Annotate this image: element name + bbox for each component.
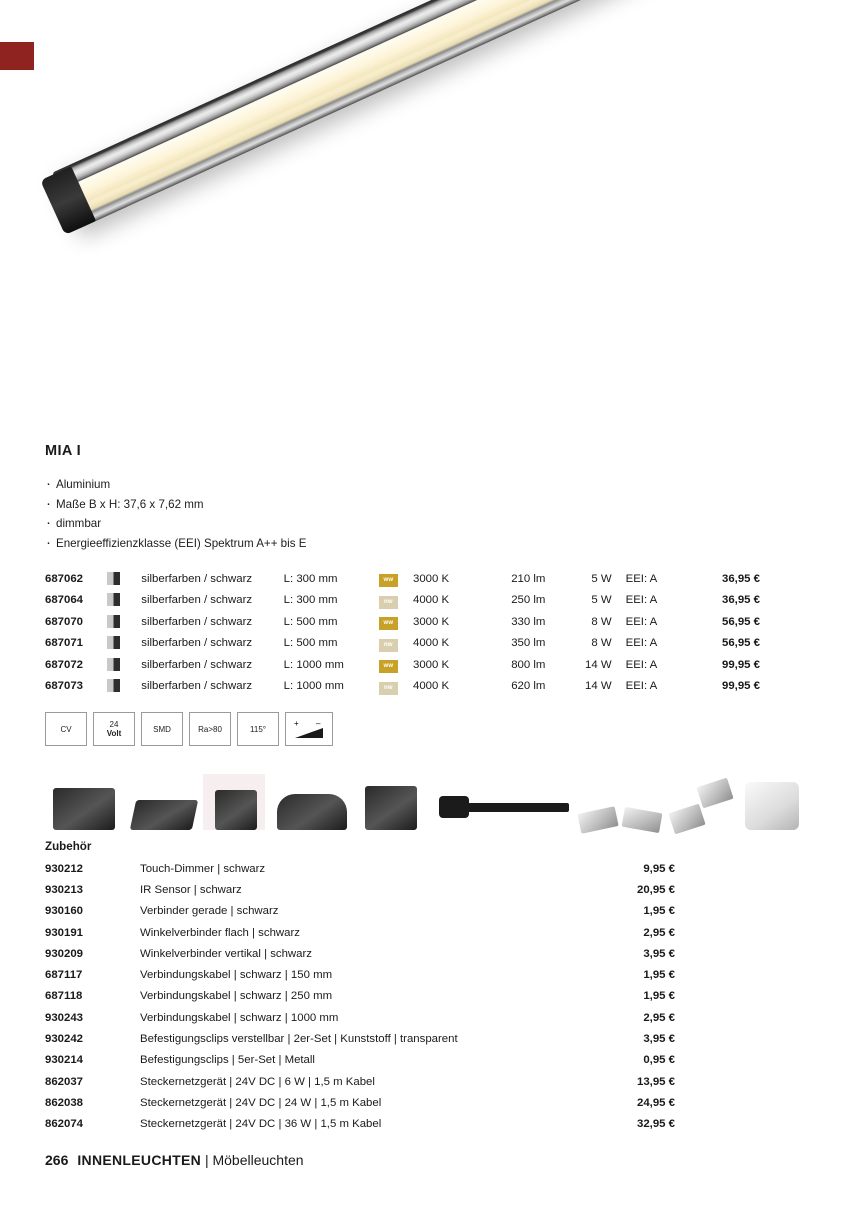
table-row xyxy=(45,590,760,612)
accessory-article-number: 930243 xyxy=(45,1011,84,1024)
table-row xyxy=(45,1028,675,1049)
accessory-description: Befestigungsclips verstellbar | 2er-Set | Kunststoff | transparent xyxy=(140,1033,458,1046)
ir-sensor-image xyxy=(130,800,198,830)
smd-badge xyxy=(141,712,183,746)
variant-watt: 5 W xyxy=(591,572,612,585)
accessory-price: 32,95 € xyxy=(636,1118,675,1131)
variant-lumen: 330 lm xyxy=(511,615,546,628)
variant-cct: 4000 K xyxy=(413,680,450,693)
accessory-price: 3,95 € xyxy=(643,947,675,960)
table-row xyxy=(45,1114,675,1135)
accessory-description: Touch-Dimmer | schwarz xyxy=(140,862,266,875)
color-swatch-cell xyxy=(107,676,141,698)
accessory-article-number: 862037 xyxy=(45,1075,84,1088)
neutral-white-icon: nw xyxy=(379,682,398,695)
befestigungsclips-verstellbar-image xyxy=(577,806,618,833)
variant-article-number: 687062 xyxy=(45,572,84,585)
smd-badge-label: SMD xyxy=(153,724,171,734)
befestigungsclips-verstellbar-image-2 xyxy=(622,807,663,833)
accessory-description: Verbindungskabel | schwarz | 150 mm xyxy=(140,969,333,982)
variant-price: 56,95 € xyxy=(721,637,760,650)
accessory-price: 0,95 € xyxy=(643,1054,675,1067)
warm-white-icon: ww xyxy=(379,574,398,587)
svg-text:–: – xyxy=(316,719,321,728)
variant-length: L: 300 mm xyxy=(283,572,338,585)
accessory-description: Steckernetzgerät | 24V DC | 36 W | 1,5 m Kabel xyxy=(140,1118,382,1131)
accessory-article-number: 930191 xyxy=(45,926,84,939)
cri-badge-label: Ra>80 xyxy=(198,724,222,734)
variant-eei: EEI: A xyxy=(625,680,658,693)
variant-watt: 14 W xyxy=(585,680,612,693)
page-footer xyxy=(45,1152,304,1168)
variant-cct: 4000 K xyxy=(413,637,450,650)
touch-dimmer-image xyxy=(53,788,115,830)
accessory-article-number: 930242 xyxy=(45,1033,84,1046)
table-row xyxy=(45,986,675,1007)
accessory-description: IR Sensor | schwarz xyxy=(140,883,242,896)
table-row xyxy=(45,879,675,900)
volt-badge-unit: Volt xyxy=(106,729,122,738)
table-row xyxy=(45,633,760,655)
accessory-price: 3,95 € xyxy=(643,1033,675,1046)
silber-schwarz-swatch-icon xyxy=(107,572,120,585)
accessory-article-number: 930160 xyxy=(45,905,84,918)
accessory-article-number: 862038 xyxy=(45,1096,84,1109)
variant-lumen: 350 lm xyxy=(511,637,546,650)
footer-category: INNENLEUCHTEN xyxy=(77,1152,202,1168)
feature-item: · Aluminium xyxy=(45,475,645,495)
variant-cct: 3000 K xyxy=(413,615,450,628)
accessory-description: Steckernetzgerät | 24V DC | 24 W | 1,5 m Kabel xyxy=(140,1096,382,1109)
color-swatch-cell xyxy=(107,568,141,590)
variant-watt: 8 W xyxy=(591,637,612,650)
accessory-description: Winkelverbinder flach | schwarz xyxy=(140,926,300,939)
accessory-article-number: 687117 xyxy=(45,969,83,982)
warm-white-icon: ww xyxy=(379,660,398,673)
silber-schwarz-swatch-icon xyxy=(107,593,120,606)
silber-schwarz-swatch-icon xyxy=(107,636,120,649)
accessory-article-number: 930213 xyxy=(45,883,84,896)
variant-color: silberfarben / schwarz xyxy=(141,658,253,671)
table-row xyxy=(45,568,760,590)
accessory-price: 2,95 € xyxy=(643,926,675,939)
volt-badge xyxy=(93,712,135,746)
accessory-description: Verbindungskabel | schwarz | 250 mm xyxy=(140,990,333,1003)
table-row xyxy=(45,1007,675,1028)
variant-eei: EEI: A xyxy=(625,637,658,650)
accessory-article-number: 862074 xyxy=(45,1118,84,1131)
variant-eei: EEI: A xyxy=(625,615,658,628)
variant-cct: 4000 K xyxy=(413,594,450,607)
accessory-article-number: 930209 xyxy=(45,947,84,960)
lamp-illustration xyxy=(45,75,805,435)
cct-chip-cell xyxy=(379,568,413,590)
accessory-description: Befestigungsclips | 5er-Set | Metall xyxy=(140,1054,315,1067)
variant-price: 99,95 € xyxy=(721,680,760,693)
variant-watt: 8 W xyxy=(591,615,612,628)
cri-badge xyxy=(189,712,231,746)
accessory-price: 1,95 € xyxy=(643,990,675,1003)
variant-length: L: 500 mm xyxy=(283,615,338,628)
accessory-price: 13,95 € xyxy=(636,1075,675,1088)
winkelverbinder-vertikal-image xyxy=(365,786,417,830)
accessory-article-number: 687118 xyxy=(45,990,83,1003)
accessory-price: 20,95 € xyxy=(636,883,675,896)
dimmable-badge xyxy=(285,712,333,746)
table-row xyxy=(45,1071,675,1092)
befestigungsclips-metall-image xyxy=(668,804,705,835)
silber-schwarz-swatch-icon xyxy=(107,658,120,671)
table-row xyxy=(45,1050,675,1071)
variant-price: 56,95 € xyxy=(721,615,760,628)
variant-eei: EEI: A xyxy=(625,594,658,607)
variant-table xyxy=(45,568,760,697)
variant-color: silberfarben / schwarz xyxy=(141,637,253,650)
cct-chip-cell xyxy=(379,590,413,612)
lamp-body xyxy=(52,0,706,229)
variant-lumen: 620 lm xyxy=(511,680,546,693)
color-swatch-cell xyxy=(107,590,141,612)
variant-length: L: 1000 mm xyxy=(283,658,344,671)
accessories-table xyxy=(45,858,675,1135)
feature-item: · Maße B x H: 37,6 x 7,62 mm xyxy=(45,495,645,515)
table-row xyxy=(45,922,675,943)
cct-chip-cell xyxy=(379,654,413,676)
variant-length: L: 500 mm xyxy=(283,637,338,650)
accessory-price: 9,95 € xyxy=(643,862,675,875)
beam-angle-label: 115° xyxy=(250,724,266,734)
accessory-description: Steckernetzgerät | 24V DC | 6 W | 1,5 m Kabel xyxy=(140,1075,375,1088)
variant-lumen: 800 lm xyxy=(511,658,546,671)
variant-lumen: 250 lm xyxy=(511,594,546,607)
table-row xyxy=(45,964,675,985)
page-number: 266 xyxy=(45,1152,69,1168)
accessory-description: Winkelverbinder vertikal | schwarz xyxy=(140,947,312,960)
variant-watt: 5 W xyxy=(591,594,612,607)
variant-eei: EEI: A xyxy=(625,658,658,671)
neutral-white-icon: nw xyxy=(379,639,398,652)
svg-text:+: + xyxy=(294,719,299,728)
variant-color: silberfarben / schwarz xyxy=(141,615,253,628)
cv-badge-label: CV xyxy=(60,724,72,734)
page-corner-marker xyxy=(0,42,34,70)
variant-color: silberfarben / schwarz xyxy=(141,572,253,585)
accessory-price: 24,95 € xyxy=(636,1096,675,1109)
variant-price: 99,95 € xyxy=(721,658,760,671)
footer-subcategory: | Möbelleuchten xyxy=(204,1152,304,1168)
volt-badge-value: 24 xyxy=(109,720,119,729)
table-row xyxy=(45,611,760,633)
table-row xyxy=(45,654,760,676)
verbinder-gerade-image xyxy=(215,790,257,830)
beam-angle-badge xyxy=(237,712,279,746)
feature-item: · dimmbar xyxy=(45,514,645,534)
verbindungskabel-connector-image xyxy=(439,796,469,818)
neutral-white-icon: nw xyxy=(379,596,398,609)
color-swatch-cell xyxy=(107,654,141,676)
variant-color: silberfarben / schwarz xyxy=(141,680,253,693)
steckernetzgeraet-image xyxy=(745,782,799,830)
variant-cct: 3000 K xyxy=(413,658,450,671)
table-row xyxy=(45,858,675,879)
variant-watt: 14 W xyxy=(585,658,612,671)
variant-price: 36,95 € xyxy=(721,572,760,585)
lamp-light-panel xyxy=(67,0,677,207)
product-title: MIA I xyxy=(45,443,82,459)
product-features xyxy=(45,475,645,553)
befestigungsclips-metall-image-2 xyxy=(696,778,733,809)
table-row xyxy=(45,1092,675,1113)
accessory-article-number: 930212 xyxy=(45,862,84,875)
cct-chip-cell xyxy=(379,611,413,633)
silber-schwarz-swatch-icon xyxy=(107,679,120,692)
accessory-description: Verbindungskabel | schwarz | 1000 mm xyxy=(140,1011,339,1024)
cct-chip-cell xyxy=(379,676,413,698)
cct-chip-cell xyxy=(379,633,413,655)
accessory-price: 2,95 € xyxy=(643,1011,675,1024)
accessory-image-strip xyxy=(45,762,805,830)
feature-item: · Energieeffizienzklasse (EEI) Spektrum A++ bis E xyxy=(45,534,645,554)
variant-article-number: 687070 xyxy=(45,615,84,628)
accessory-description: Verbinder gerade | schwarz xyxy=(140,905,279,918)
variant-eei: EEI: A xyxy=(625,572,658,585)
table-row xyxy=(45,676,760,698)
variant-color: silberfarben / schwarz xyxy=(141,594,253,607)
dimmer-gradient-icon xyxy=(291,717,327,741)
accessory-price: 1,95 € xyxy=(643,969,675,982)
product-hero-image xyxy=(45,75,805,435)
variant-lumen: 210 lm xyxy=(511,572,546,585)
variant-price: 36,95 € xyxy=(721,594,760,607)
variant-cct: 3000 K xyxy=(413,572,450,585)
variant-article-number: 687064 xyxy=(45,594,84,607)
table-row xyxy=(45,901,675,922)
winkelverbinder-flach-image xyxy=(277,794,347,830)
variant-length: L: 300 mm xyxy=(283,594,338,607)
variant-article-number: 687073 xyxy=(45,680,84,693)
warm-white-icon: ww xyxy=(379,617,398,630)
silber-schwarz-swatch-icon xyxy=(107,615,120,628)
variant-length: L: 1000 mm xyxy=(283,680,344,693)
color-swatch-cell xyxy=(107,633,141,655)
table-row xyxy=(45,943,675,964)
accessory-price: 1,95 € xyxy=(643,905,675,918)
color-swatch-cell xyxy=(107,611,141,633)
accessories-heading: Zubehör xyxy=(45,840,92,853)
accessory-article-number: 930214 xyxy=(45,1054,84,1067)
cv-badge xyxy=(45,712,87,746)
spec-badges xyxy=(45,712,333,746)
variant-article-number: 687072 xyxy=(45,658,84,671)
variant-article-number: 687071 xyxy=(45,637,84,650)
